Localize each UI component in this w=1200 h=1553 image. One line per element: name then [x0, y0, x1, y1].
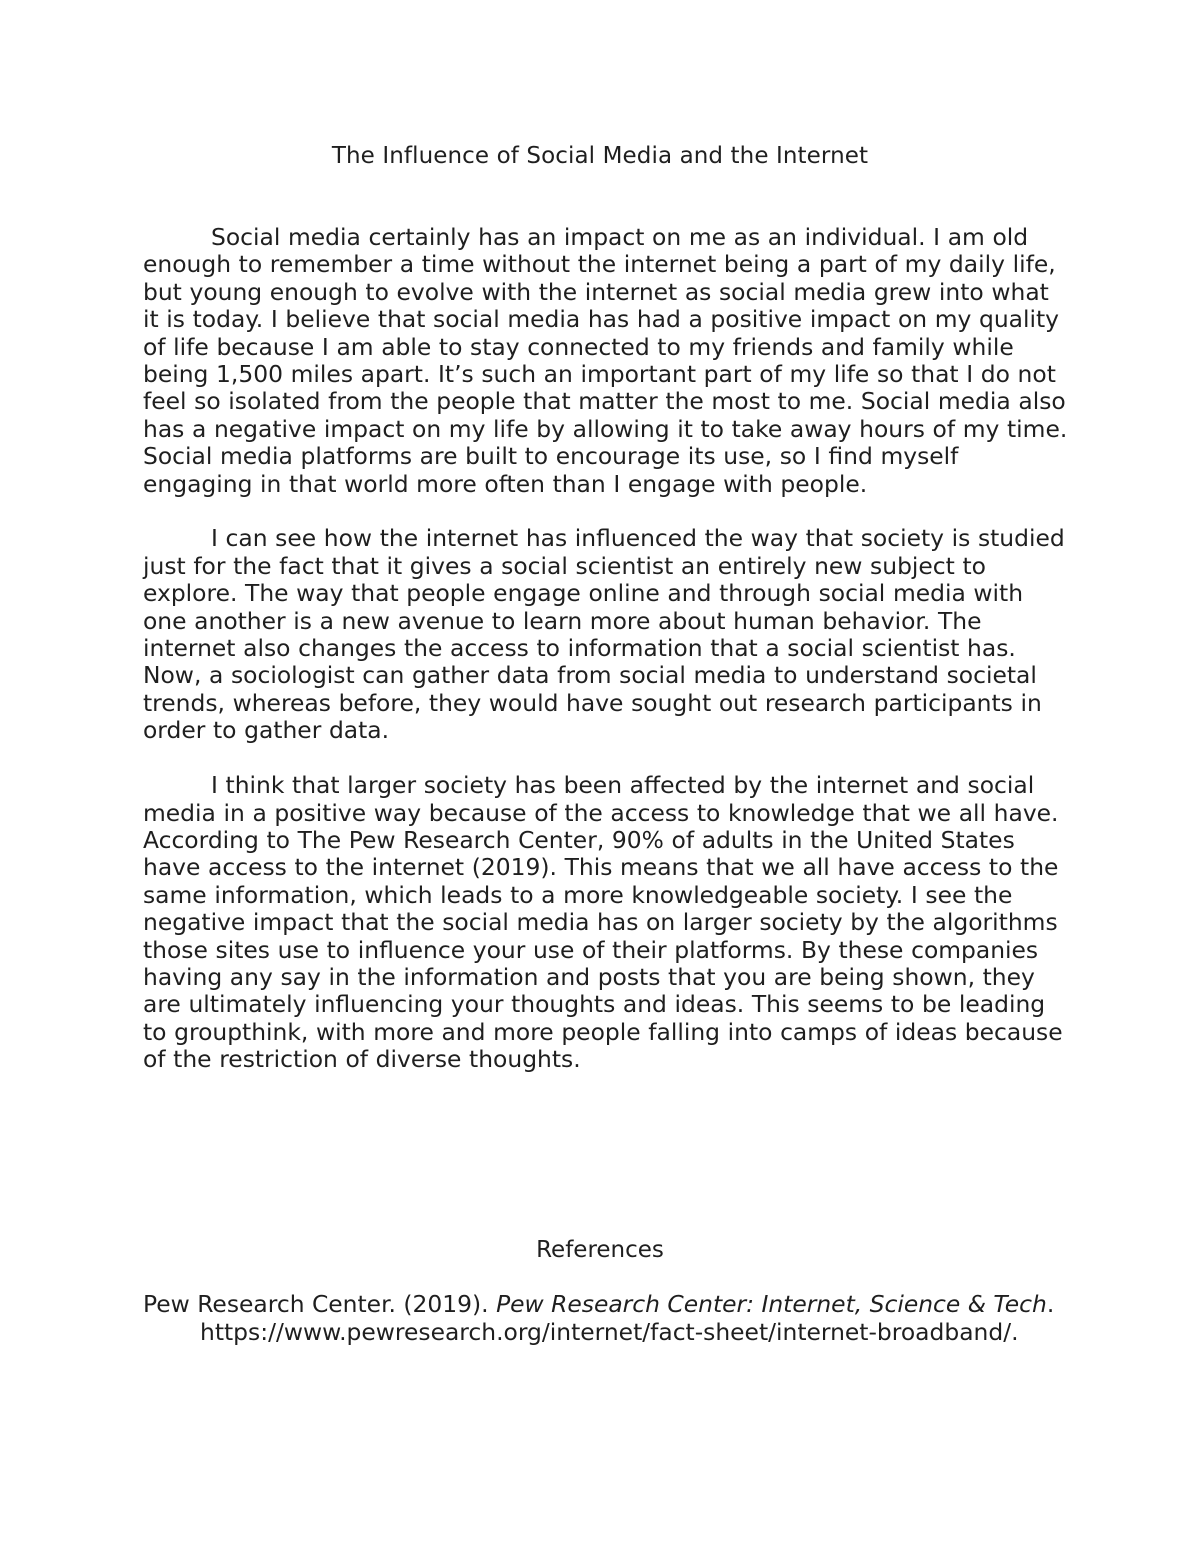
paragraph-2: I can see how the internet has influenced the way that society is studied just for the fact that it gives a social scientist an entirely new subject to explore. The way that people engage online and through social media with one another is a new avenue to learn more about human behavior. The internet also changes the access to information that a social scientist has. Now, a sociologist can gather data from social media to understand societal trends, whereas before, they would have sought out research participants in order to gather data.: [143, 524, 1065, 745]
reference-entry: [143, 1290, 1068, 1346]
reference-title-punctuation: .: [1046, 1290, 1055, 1318]
reference-source-title: Pew Research Center: Internet, Science & Tech: [496, 1290, 1047, 1318]
essay-body: [143, 224, 1068, 1101]
reference-url: https://www.pewresearch.org/internet/fact-sheet/internet-broadband/.: [200, 1318, 1019, 1346]
paragraph-3: I think that larger society has been affected by the internet and social media in a positive way because of the access to knowledge that we all have. According to The Pew Research Center, 90% of adults in the United States have access to the internet (2019). This means that we all have access to the same information, which leads to a more knowledgeable society. I see the negative impact that the social media has on larger society by the algorithms those sites use to influence your use of their platforms. By these companies having any say in the information and posts that you are being shown, they are ultimately influencing your thoughts and ideas. This seems to be leading to groupthink, with more and more people falling into camps of ideas because of the restriction of diverse thoughts.: [143, 771, 1063, 1074]
paragraph-1: Social media certainly has an impact on me as an individual. I am old enough to remember a time without the internet being a part of my daily life, but young enough to evolve with the internet as social media grew into what it is today. I believe that social media has had a positive impact on my quality of life because I am able to stay connected to my friends and family while being 1,500 miles apart. It’s such an important part of my life so that I do not feel so isolated from the people that matter the most to me. Social media also has a negative impact on my life by allowing it to take away hours of my time. Social media platforms are built to encourage its use, so I find myself engaging in that world more often than I engage with people.: [143, 223, 1068, 498]
essay-title: The Influence of Social Media and the Internet: [331, 143, 869, 169]
reference-author-year: Pew Research Center. (2019).: [143, 1290, 497, 1318]
references-heading: References: [536, 1237, 664, 1263]
